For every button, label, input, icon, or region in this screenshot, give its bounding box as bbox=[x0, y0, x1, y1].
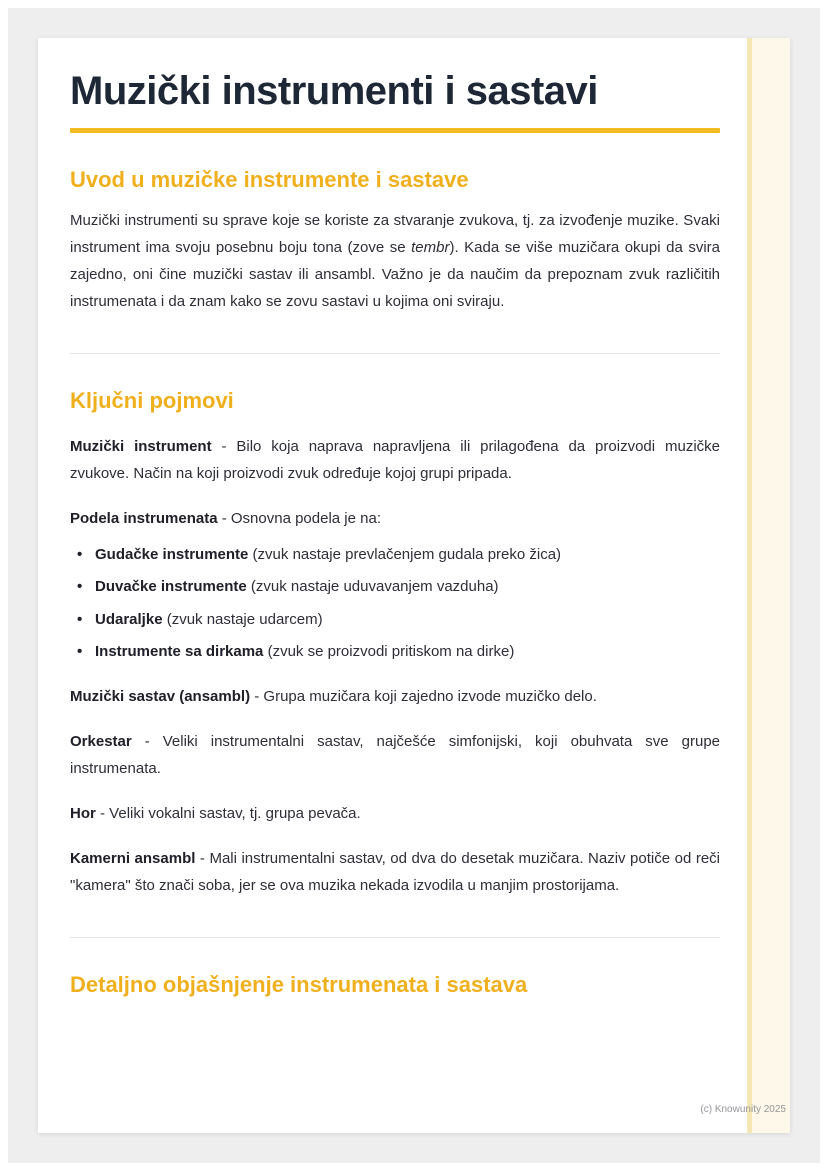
document-page bbox=[38, 38, 790, 1133]
definition-term: Muzički instrument bbox=[70, 437, 212, 455]
definition-term: Kamerni ansambl bbox=[70, 849, 196, 867]
page-content bbox=[38, 38, 790, 998]
definition-muzicki-instrument bbox=[70, 433, 720, 487]
definition-text: - Bilo koja naprava napravljena ili prilagođena da proizvodi muzičke zvukove. Način na koji proizvodi zvuk određuje kojoj grupi pripada. bbox=[70, 437, 720, 482]
definition-text: - Osnovna podela je na: bbox=[217, 509, 381, 527]
list-item-term: Duvačke instrumente bbox=[95, 578, 247, 596]
section-heading-key-terms: Ključni pojmovi bbox=[70, 388, 234, 414]
title-underline bbox=[70, 128, 720, 133]
intro-text-before: Muzički instrumenti su sprave koje se koriste za stvaranje zvukova, tj. za izvođenje muzike. Svaki instrument ima svoju posebnu boju tona (zove se bbox=[70, 212, 720, 257]
list-item-text: (zvuk nastaje udarcem) bbox=[162, 610, 323, 628]
list-item-udaraljke bbox=[77, 607, 720, 633]
definition-podela-instrumenata bbox=[70, 505, 720, 532]
definition-text: - Mali instrumentalni sastav, od dva do desetak muzičara. Naziv potiče od reči "kamera" što znači soba, jer se ova muzika nekada izvodila u manjim prostorijama. bbox=[70, 849, 720, 894]
list-item-duvacke bbox=[77, 574, 720, 600]
definition-text: - Grupa muzičara koji zajedno izvode muzičko delo. bbox=[250, 687, 597, 705]
section-divider-2 bbox=[70, 937, 720, 938]
definition-term: Muzički sastav (ansambl) bbox=[70, 687, 251, 705]
section-divider-1 bbox=[70, 353, 720, 354]
list-item-gudacke bbox=[77, 542, 720, 568]
intro-paragraph bbox=[70, 207, 720, 315]
list-item-text: (zvuk nastaje prevlačenjem gudala preko žica) bbox=[248, 545, 562, 563]
section-heading-intro: Uvod u muzičke instrumente i sastave bbox=[70, 167, 469, 192]
intro-text-after: ). Kada se više muzičara okupi da svira zajedno, oni čine muzički sastav ili ansambl. Važno je da naučim da prepoznam zvuk različitih instrumenata i da znam kako se zovu sastavi u kojima oni sviraju. bbox=[70, 239, 720, 311]
definition-text: - Veliki instrumentalni sastav, najčešće simfonijski, koji obuhvata sve grupe instrumenata. bbox=[70, 732, 720, 777]
intro-italic-term: tembr bbox=[411, 239, 450, 257]
list-item-text: (zvuk nastaje uduvavanjem vazduha) bbox=[246, 578, 499, 596]
definition-hor bbox=[70, 800, 720, 827]
list-item-term: Instrumente sa dirkama bbox=[95, 643, 264, 661]
section-heading-detailed: Detaljno objašnjenje instrumenata i sastava bbox=[70, 971, 528, 997]
list-item-term: Gudačke instrumente bbox=[95, 545, 249, 563]
definition-orkestar bbox=[70, 728, 720, 782]
definition-kamerni-ansambl bbox=[70, 845, 720, 899]
list-item-text: (zvuk se proizvodi pritiskom na dirke) bbox=[263, 643, 515, 661]
instrument-types-list bbox=[77, 542, 720, 665]
list-item-dirke bbox=[77, 639, 720, 665]
definition-term: Hor bbox=[70, 804, 96, 822]
definition-term: Orkestar bbox=[70, 732, 132, 750]
list-item-term: Udaraljke bbox=[95, 610, 163, 628]
definition-muzicki-sastav bbox=[70, 683, 720, 710]
document-title: Muzički instrumenti i sastavi bbox=[70, 69, 598, 113]
copyright-footer: (c) Knowunity 2025 bbox=[700, 1104, 786, 1115]
definition-text: - Veliki vokalni sastav, tj. grupa pevača. bbox=[95, 804, 361, 822]
definition-term: Podela instrumenata bbox=[70, 509, 218, 527]
